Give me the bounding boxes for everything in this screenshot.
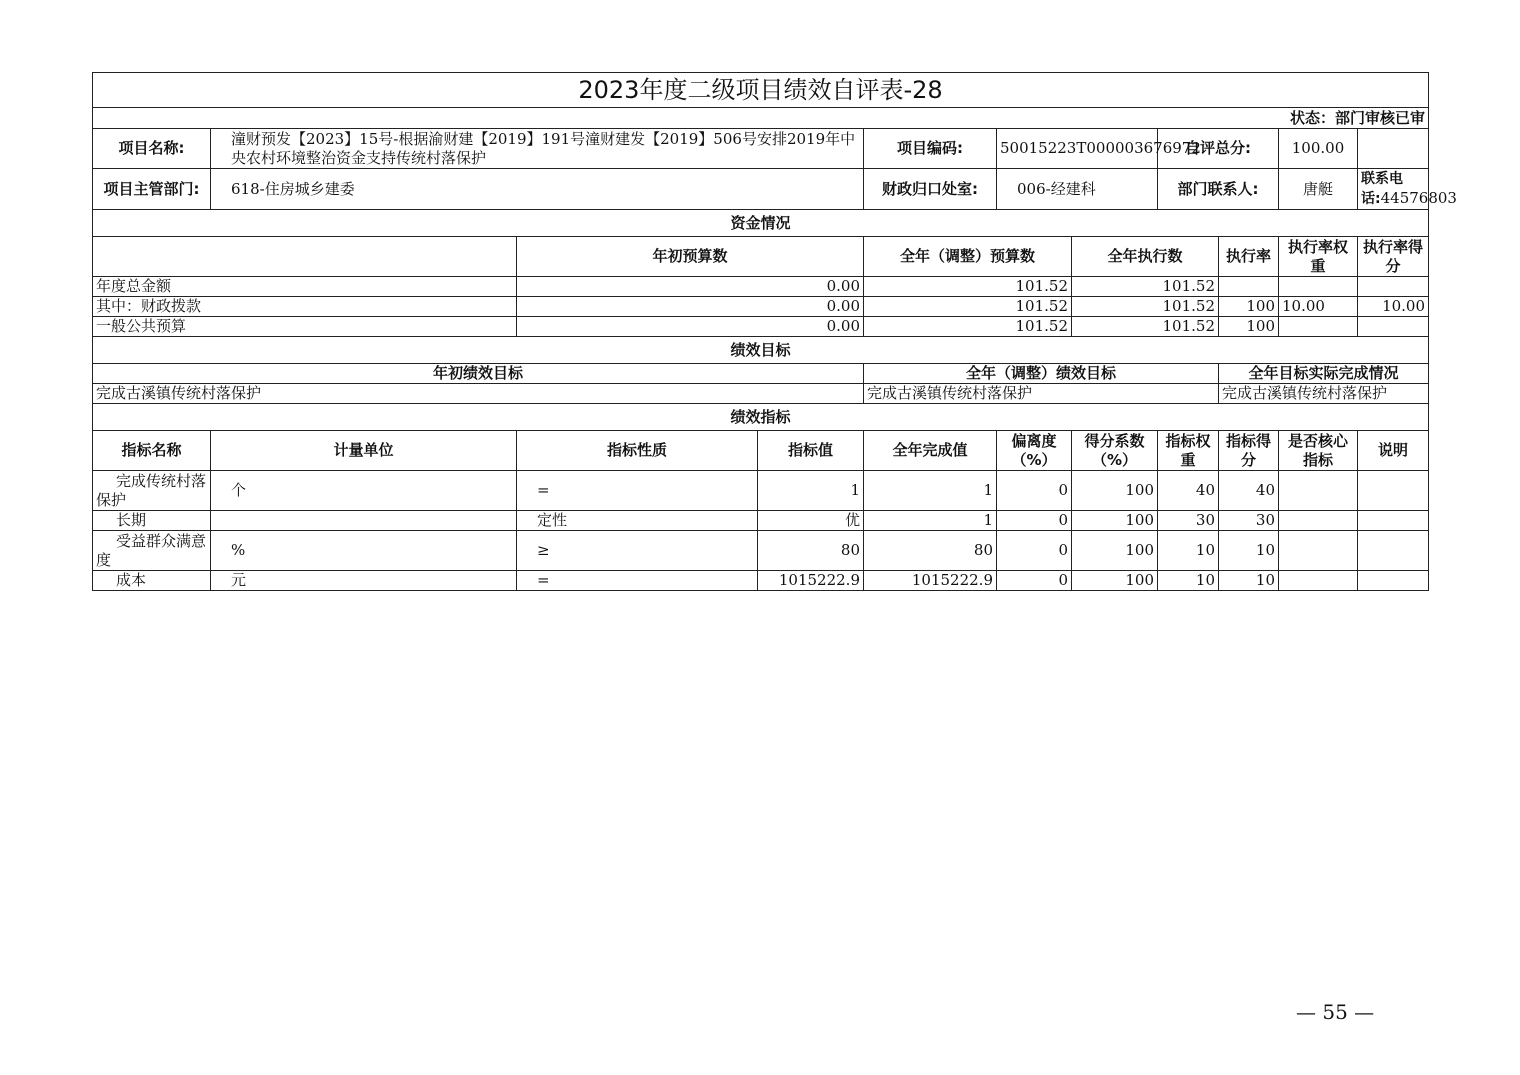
ind-header-actual: 全年完成值 <box>864 431 997 471</box>
ind-row-unit: 个 <box>211 471 517 511</box>
ind-row-note <box>1358 571 1429 591</box>
ind-row-name: 完成传统村落保护 <box>93 471 211 511</box>
ind-row-core <box>1279 571 1358 591</box>
ind-row-coef: 100 <box>1072 471 1158 511</box>
ind-row-score: 10 <box>1219 531 1279 571</box>
funds-row-label: 一般公共预算 <box>93 317 517 337</box>
funds-row-score: 10.00 <box>1358 297 1429 317</box>
finance-office-label: 财政归口处室: <box>864 169 997 210</box>
table-row <box>93 297 1429 317</box>
performance-evaluation-sheet <box>92 72 1457 591</box>
ind-row-core <box>1279 531 1358 571</box>
funds-row-executed: 101.52 <box>1072 317 1219 337</box>
ind-row-target: 80 <box>758 531 864 571</box>
self-score-label: 自评总分: <box>1158 129 1279 169</box>
ind-row-name: 长期 <box>93 511 211 531</box>
goals-adjusted-value: 完成古溪镇传统村落保护 <box>864 384 1219 404</box>
funds-header-weight: 执行率权重 <box>1279 237 1358 277</box>
funds-row-weight <box>1279 277 1358 297</box>
ind-row-note <box>1358 471 1429 511</box>
funds-row-adjusted: 101.52 <box>864 297 1072 317</box>
ind-header-core: 是否核心指标 <box>1279 431 1358 471</box>
funds-header-adjusted: 全年（调整）预算数 <box>864 237 1072 277</box>
ind-row-unit: % <box>211 531 517 571</box>
ind-row-deviation: 0 <box>997 471 1072 511</box>
goals-header-adjusted: 全年（调整）绩效目标 <box>864 364 1219 384</box>
ind-header-nature: 指标性质 <box>517 431 758 471</box>
ind-row-nature: ≥ <box>517 531 758 571</box>
ind-row-target: 1 <box>758 471 864 511</box>
ind-header-target: 指标值 <box>758 431 864 471</box>
ind-row-weight: 30 <box>1158 511 1219 531</box>
status-text: 状态：部门审核已审 <box>93 108 1429 129</box>
ind-header-unit: 计量单位 <box>211 431 517 471</box>
ind-row-deviation: 0 <box>997 571 1072 591</box>
funds-row-initial: 0.00 <box>517 317 864 337</box>
ind-row-coef: 100 <box>1072 511 1158 531</box>
phone-cell <box>1358 169 1457 210</box>
funds-header-executed: 全年执行数 <box>1072 237 1219 277</box>
funds-row-score <box>1358 317 1429 337</box>
ind-row-note <box>1358 531 1429 571</box>
table-row <box>93 571 1429 591</box>
ind-header-deviation: 偏离度（%） <box>997 431 1072 471</box>
ind-row-unit <box>211 511 517 531</box>
ind-row-actual: 1015222.9 <box>864 571 997 591</box>
finance-office-value: 006-经建科 <box>997 169 1158 210</box>
ind-row-nature: = <box>517 471 758 511</box>
evaluation-table <box>92 72 1457 591</box>
project-code-label: 项目编码: <box>864 129 997 169</box>
ind-row-weight: 10 <box>1158 571 1219 591</box>
ind-row-target: 1015222.9 <box>758 571 864 591</box>
funds-row-rate: 100 <box>1219 317 1279 337</box>
funds-header-blank <box>93 237 517 277</box>
ind-row-actual: 80 <box>864 531 997 571</box>
goals-header-actual: 全年目标实际完成情况 <box>1219 364 1429 384</box>
funds-row-initial: 0.00 <box>517 297 864 317</box>
ind-row-target: 优 <box>758 511 864 531</box>
table-row <box>93 277 1429 297</box>
table-row <box>93 511 1429 531</box>
ind-row-weight: 40 <box>1158 471 1219 511</box>
funds-header-rate: 执行率 <box>1219 237 1279 277</box>
ind-header-name: 指标名称 <box>93 431 211 471</box>
funds-row-weight: 10.00 <box>1279 297 1358 317</box>
ind-row-score: 10 <box>1219 571 1279 591</box>
funds-row-label: 其中：财政拨款 <box>93 297 517 317</box>
phone-value: 44576803 <box>1380 189 1457 207</box>
goals-actual-value: 完成古溪镇传统村落保护 <box>1219 384 1429 404</box>
goals-initial-value: 完成古溪镇传统村落保护 <box>93 384 864 404</box>
ind-header-score: 指标得分 <box>1219 431 1279 471</box>
phone-label: 联系电话: <box>1361 171 1403 207</box>
funds-row-label: 年度总金额 <box>93 277 517 297</box>
table-row <box>93 317 1429 337</box>
ind-row-coef: 100 <box>1072 571 1158 591</box>
self-score-value: 100.00 <box>1279 129 1358 169</box>
dept-label: 项目主管部门: <box>93 169 211 210</box>
contact-label: 部门联系人: <box>1158 169 1279 210</box>
ind-row-unit: 元 <box>211 571 517 591</box>
goals-section-title: 绩效目标 <box>93 337 1429 364</box>
page-title: 2023年度二级项目绩效自评表-28 <box>93 73 1429 108</box>
project-name-label: 项目名称: <box>93 129 211 169</box>
funds-header-score: 执行率得分 <box>1358 237 1429 277</box>
ind-header-coef: 得分系数（%） <box>1072 431 1158 471</box>
table-row <box>93 471 1429 511</box>
ind-row-nature: = <box>517 571 758 591</box>
ind-row-deviation: 0 <box>997 531 1072 571</box>
ind-row-name: 受益群众满意度 <box>93 531 211 571</box>
funds-header-initial: 年初预算数 <box>517 237 864 277</box>
ind-row-note <box>1358 511 1429 531</box>
funds-row-rate <box>1219 277 1279 297</box>
goals-header-initial: 年初绩效目标 <box>93 364 864 384</box>
page-number: — 55 — <box>1296 1000 1375 1024</box>
funds-row-initial: 0.00 <box>517 277 864 297</box>
contact-value: 唐艇 <box>1279 169 1358 210</box>
ind-header-weight: 指标权重 <box>1158 431 1219 471</box>
project-name-value: 潼财预发【2023】15号-根据渝财建【2019】191号潼财建发【2019】506号安排2019年中央农村环境整治资金支持传统村落保护 <box>211 129 864 169</box>
ind-row-core <box>1279 471 1358 511</box>
ind-row-score: 40 <box>1219 471 1279 511</box>
ind-row-core <box>1279 511 1358 531</box>
ind-row-deviation: 0 <box>997 511 1072 531</box>
ind-row-score: 30 <box>1219 511 1279 531</box>
table-row <box>93 531 1429 571</box>
ind-row-weight: 10 <box>1158 531 1219 571</box>
ind-row-actual: 1 <box>864 471 997 511</box>
funds-row-executed: 101.52 <box>1072 277 1219 297</box>
ind-row-nature: 定性 <box>517 511 758 531</box>
funds-row-adjusted: 101.52 <box>864 317 1072 337</box>
indicators-section-title: 绩效指标 <box>93 404 1429 431</box>
project-code-value: 50015223T000003676972 <box>997 129 1158 169</box>
ind-row-name: 成本 <box>93 571 211 591</box>
empty-cell <box>1358 129 1429 169</box>
funds-row-score <box>1358 277 1429 297</box>
funds-section-title: 资金情况 <box>93 210 1429 237</box>
funds-row-weight <box>1279 317 1358 337</box>
ind-header-note: 说明 <box>1358 431 1429 471</box>
funds-row-rate: 100 <box>1219 297 1279 317</box>
funds-row-adjusted: 101.52 <box>864 277 1072 297</box>
ind-row-coef: 100 <box>1072 531 1158 571</box>
ind-row-actual: 1 <box>864 511 997 531</box>
funds-row-executed: 101.52 <box>1072 297 1219 317</box>
dept-value: 618-住房城乡建委 <box>211 169 864 210</box>
